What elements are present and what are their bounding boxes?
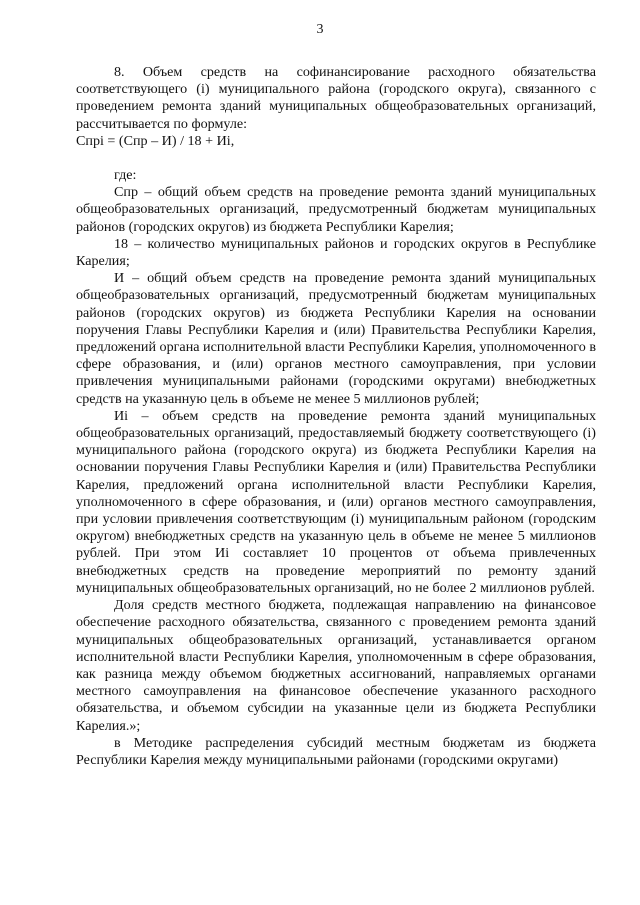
paragraph-i-definition: И – общий объем средств на проведение ремонта зданий муниципальных общеобразовательных организаций, предусмотренный бюджетам муниципальных районов (городских округов) из бюджета Республики Карелия на основании поручения Главы Республики Карелия и (или) Правительства Республики Карелия, предложений органа исполнительной власти Республики Карелия, уполномоченного в сфере образования, и (или) органов местного самоуправления, при условии привлечения муниципальными районами (городскими округами) внебюджетных средств на указанную цель в объеме не менее 5 миллионов рублей; — [76, 270, 596, 407]
document-body — [76, 64, 596, 769]
paragraph-18-definition: 18 – количество муниципальных районов и городских округов в Республике Карелия; — [76, 235, 596, 270]
page-number: 3 — [316, 22, 324, 37]
paragraph-spr-definition: Спр – общий объем средств на проведение ремонта зданий муниципальных общеобразовательных организаций, предусмотренный бюджетам муниципальных районов (городских округов) из бюджета Республики Карелия; — [76, 184, 596, 235]
spacer — [76, 150, 596, 167]
formula: Спрi = (Спр – И) / 18 + Иi, — [76, 132, 235, 149]
paragraph-ii-definition: Иi – объем средств на проведение ремонта зданий муниципальных общеобразовательных организаций, предоставляемый бюджету соответствующего (i) муниципального района (городского округа) из бюджета Республики Карелия на основании поручения Главы Республики Карелия и (или) Правительства Республики Карелия, предложений органа исполнительной власти Республики Карелия, уполномоченного в сфере образования, и (или) органов местного самоуправления, при условии привлечения соответствующим (i) муниципальным районом (городским округом) внебюджетных средств на указанную цель в объеме не менее 5 миллионов рублей. При этом Иi составляет 10 процентов от объема привлеченных внебюджетных средств на проведение мероприятий по ремонту зданий муниципальных общеобразовательных организаций, но не более 2 миллионов рублей. — [76, 407, 596, 596]
paragraph-local-budget-share: Доля средств местного бюджета, подлежащая направлению на финансовое обеспечение расходного обязательства, связанного с проведением ремонта зданий муниципальных общеобразовательных организаций, устанавливается органом исполнительной власти Республики Карелия, уполномоченным в сфере образования, как разница между объемом бюджетных ассигнований, направляемых органами местного самоуправления на финансовое обеспечение указанного расходного обязательства, и объемом субсидии на указанные цели из бюджета Республики Карелия.»; — [76, 597, 596, 734]
paragraph-where: где: — [114, 167, 137, 184]
paragraph-methodology: в Методике распределения субсидий местным бюджетам из бюджета Республики Карелия между муниципальными районами (городскими округами) — [76, 734, 596, 768]
paragraph-item-8: 8. Объем средств на софинансирование расходного обязательства соответствующего (i) муниципального района (городского округа), связанного с проведением ремонта зданий муниципальных общеобразовательных организаций, рассчитывается по формуле: — [76, 64, 596, 132]
